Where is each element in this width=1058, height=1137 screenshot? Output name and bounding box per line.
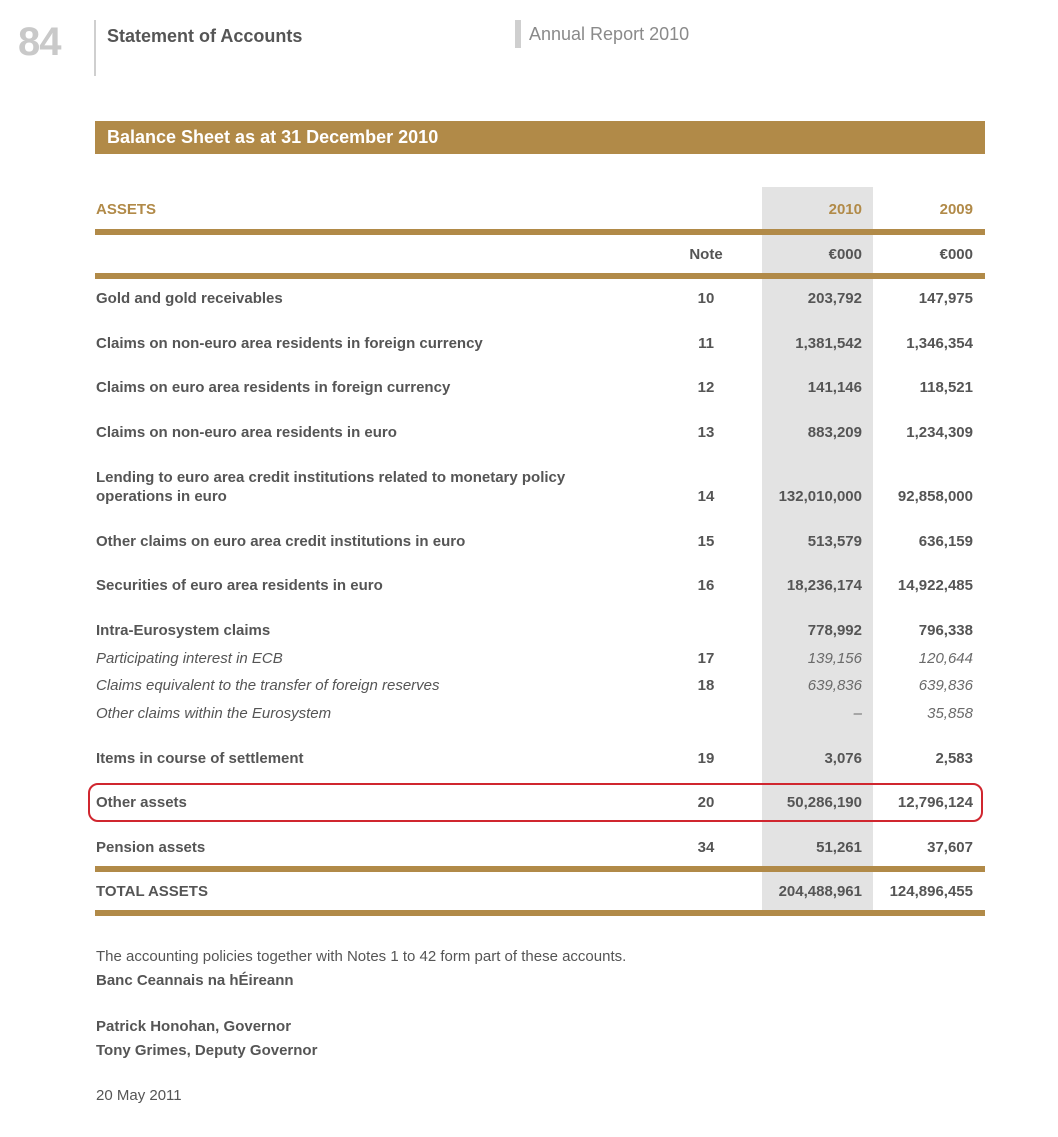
sub-row-label: Claims equivalent to the transfer of foreign reserves <box>96 677 440 694</box>
row-note: 18 <box>697 677 715 694</box>
total-rule-top <box>95 866 985 872</box>
row-value-2009: 1,346,354 <box>906 335 973 352</box>
page-number: 84 <box>18 20 61 64</box>
row-note: 11 <box>698 335 714 352</box>
row-label: Other assets <box>96 794 187 811</box>
bank-name: Banc Ceannais na hÉireann <box>96 972 294 989</box>
signing-date: 20 May 2011 <box>96 1087 182 1104</box>
row-note: 20 <box>697 794 715 811</box>
row-value-2009: 147,975 <box>918 290 973 307</box>
row-note: 13 <box>697 424 715 441</box>
row-label-line-2: operations in euro <box>96 488 227 505</box>
balance-sheet-banner <box>95 121 985 154</box>
row-note: 19 <box>697 750 715 767</box>
year-current-header: 2010 <box>828 201 862 218</box>
row-label: Securities of euro area residents in euro <box>96 577 383 594</box>
header-rule-top <box>95 229 985 235</box>
row-value-2009: 636,159 <box>918 533 973 550</box>
row-value-2009: 2,583 <box>935 750 973 767</box>
row-label: Claims on euro area residents in foreign currency <box>96 379 451 396</box>
row-value-2010: 883,209 <box>807 424 862 441</box>
unit-prior-header: €000 <box>939 246 973 263</box>
row-value-2010: 141,146 <box>807 379 862 396</box>
row-note: 15 <box>697 533 715 550</box>
row-value-2009: 37,607 <box>927 839 973 856</box>
row-note: 14 <box>697 488 715 505</box>
sub-row-value-2009: 639,836 <box>918 677 973 694</box>
row-value-2010: 513,579 <box>807 533 862 550</box>
sub-row-label: Other claims within the Eurosystem <box>96 705 332 722</box>
note-column-header: Note <box>689 246 723 263</box>
row-value-2010: 50,286,190 <box>786 794 862 811</box>
row-note: 34 <box>697 839 715 856</box>
header-divider <box>94 20 96 76</box>
sub-row-value-2010: 639,836 <box>807 677 862 694</box>
row-value-2009: 118,521 <box>919 379 973 396</box>
row-label: Items in course of settlement <box>96 750 304 767</box>
total-assets-2009: 124,896,455 <box>889 883 973 900</box>
header-rule-bottom <box>95 273 985 279</box>
total-rule-bottom <box>95 910 985 916</box>
balance-sheet-title: Balance Sheet as at 31 December 2010 <box>107 127 439 147</box>
row-label: Gold and gold receivables <box>96 290 283 307</box>
row-value-2010: 1,381,542 <box>795 335 862 352</box>
row-value-2009: 92,858,000 <box>897 488 973 505</box>
row-label: Intra-Eurosystem claims <box>96 622 271 639</box>
sub-row-value-2010: 139,156 <box>807 650 862 667</box>
row-note: 10 <box>697 290 715 307</box>
sub-row-value-2009: 35,858 <box>927 705 973 722</box>
signatory-governor: Patrick Honohan, Governor <box>96 1018 292 1035</box>
row-label-line-1: Lending to euro area credit institutions related to monetary policy <box>96 469 566 486</box>
year-prior-header: 2009 <box>939 201 973 218</box>
assets-heading: ASSETS <box>96 201 157 218</box>
total-assets-label: TOTAL ASSETS <box>96 883 208 900</box>
row-value-2010: 51,261 <box>816 839 862 856</box>
row-label: Claims on non-euro area residents in euro <box>96 424 397 441</box>
row-note: 12 <box>697 379 715 396</box>
row-value-2010: 203,792 <box>807 290 862 307</box>
total-assets-2010: 204,488,961 <box>778 883 862 900</box>
sub-row-value-2010: – <box>853 705 862 722</box>
row-label: Pension assets <box>96 839 206 856</box>
row-label: Other claims on euro area credit institutions in euro <box>96 533 466 550</box>
row-note: 17 <box>697 650 715 667</box>
row-value-2010: 132,010,000 <box>778 488 862 505</box>
row-value-2009: 12,796,124 <box>897 794 973 811</box>
other-assets-highlight <box>88 783 983 822</box>
section-title: Statement of Accounts <box>107 26 303 46</box>
row-value-2009: 14,922,485 <box>897 577 973 594</box>
report-title: Annual Report 2010 <box>529 24 690 44</box>
row-value-2010: 18,236,174 <box>786 577 862 594</box>
sub-row-label: Participating interest in ECB <box>96 650 283 667</box>
row-label: Claims on non-euro area residents in foreign currency <box>96 335 483 352</box>
accounting-policies-note: The accounting policies together with Notes 1 to 42 form part of these accounts. <box>96 948 627 965</box>
signatory-deputy-governor: Tony Grimes, Deputy Governor <box>96 1042 318 1059</box>
row-value-2010: 3,076 <box>824 750 862 767</box>
row-value-2010: 778,992 <box>807 622 862 639</box>
sub-row-value-2009: 120,644 <box>918 650 973 667</box>
unit-current-header: €000 <box>828 246 862 263</box>
row-note: 16 <box>697 577 715 594</box>
row-value-2009: 1,234,309 <box>906 424 973 441</box>
row-value-2009: 796,338 <box>918 622 973 639</box>
report-title-marker <box>515 20 521 48</box>
